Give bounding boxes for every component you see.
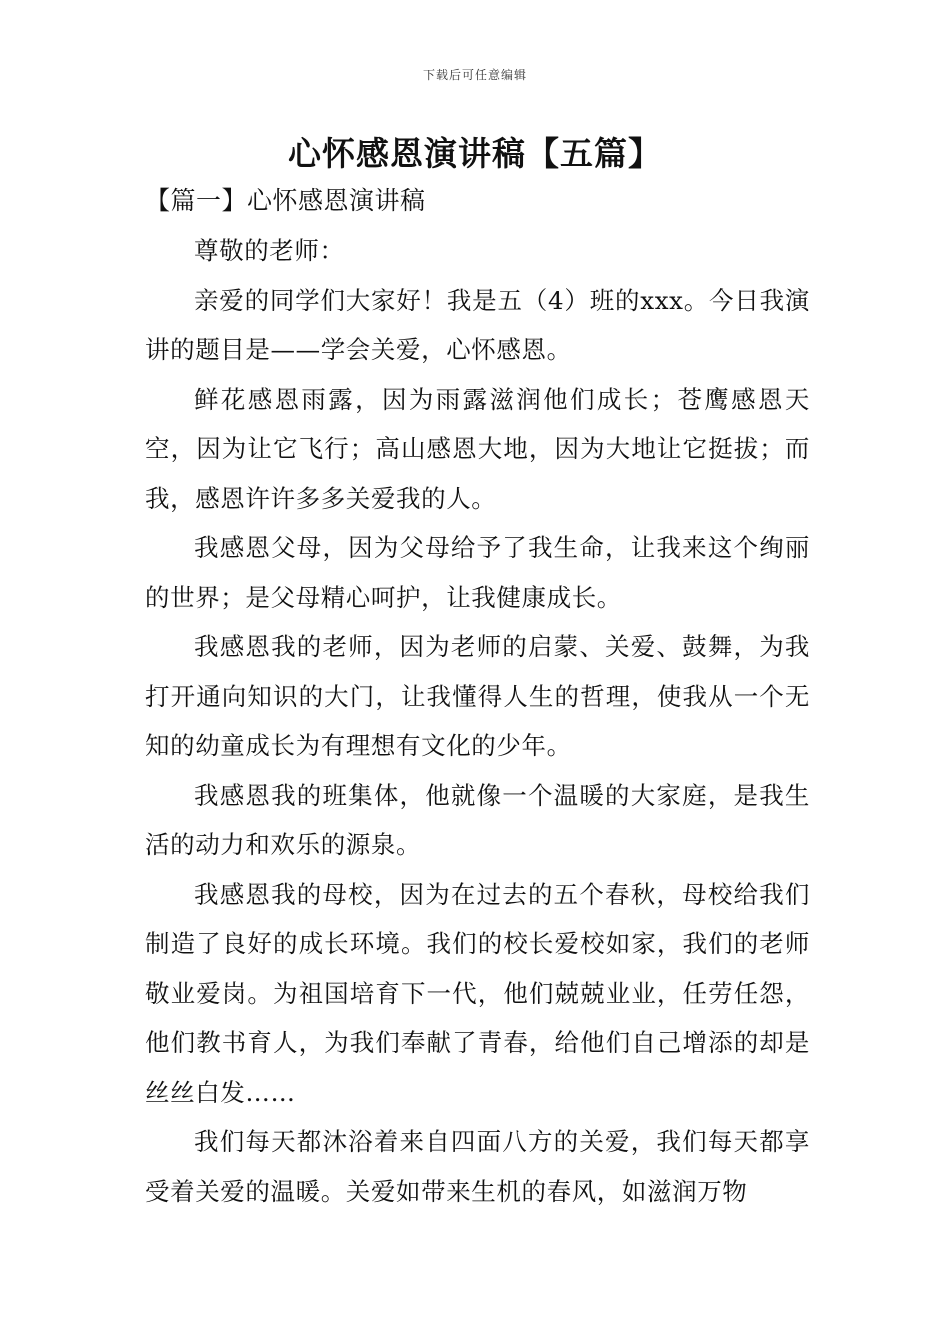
body-paragraph: 我感恩我的班集体，他就像一个温暖的大家庭，是我生活的动力和欢乐的源泉。 (145, 780, 810, 859)
body-paragraph: 我感恩我的母校，因为在过去的五个春秋，母校给我们制造了良好的成长环境。我们的校长爱校如家，我们的老师敬业爱岗。为祖国培育下一代，他们兢兢业业，任劳任怨，他们教书育人，为我们奉献了青春，给他们自己增添的却是丝丝白发…… (145, 879, 810, 1107)
body-text (145, 226, 810, 1216)
body-paragraph: 我们每天都沐浴着来自四面八方的关爱，我们每天都享受着关爱的温暖。关爱如带来生机的春风，如滋润万物 (145, 1127, 810, 1206)
header-note: 下载后可任意编辑 (422, 68, 527, 82)
body-paragraph: 我感恩父母，因为父母给予了我生命，让我来这个绚丽的世界；是父母精心呵护，让我健康成长。 (145, 533, 810, 612)
section-heading: 【篇一】心怀感恩演讲稿 (145, 186, 426, 215)
body-paragraph: 鲜花感恩雨露，因为雨露滋润他们成长；苍鹰感恩天空，因为让它飞行；高山感恩大地，因为大地让它挺拔；而我，感恩许许多多关爱我的人。 (145, 384, 810, 513)
body-paragraph: 亲爱的同学们大家好！我是五（4）班的xxx。今日我演讲的题目是——学会关爱，心怀感恩。 (145, 285, 810, 364)
body-paragraph: 我感恩我的老师，因为老师的启蒙、关爱、鼓舞，为我打开通向知识的大门，让我懂得人生的哲理，使我从一个无知的幼童成长为有理想有文化的少年。 (145, 632, 810, 760)
salutation-paragraph: 尊敬的老师： (194, 236, 345, 265)
document-title: 心怀感恩演讲稿【五篇】 (288, 134, 662, 173)
